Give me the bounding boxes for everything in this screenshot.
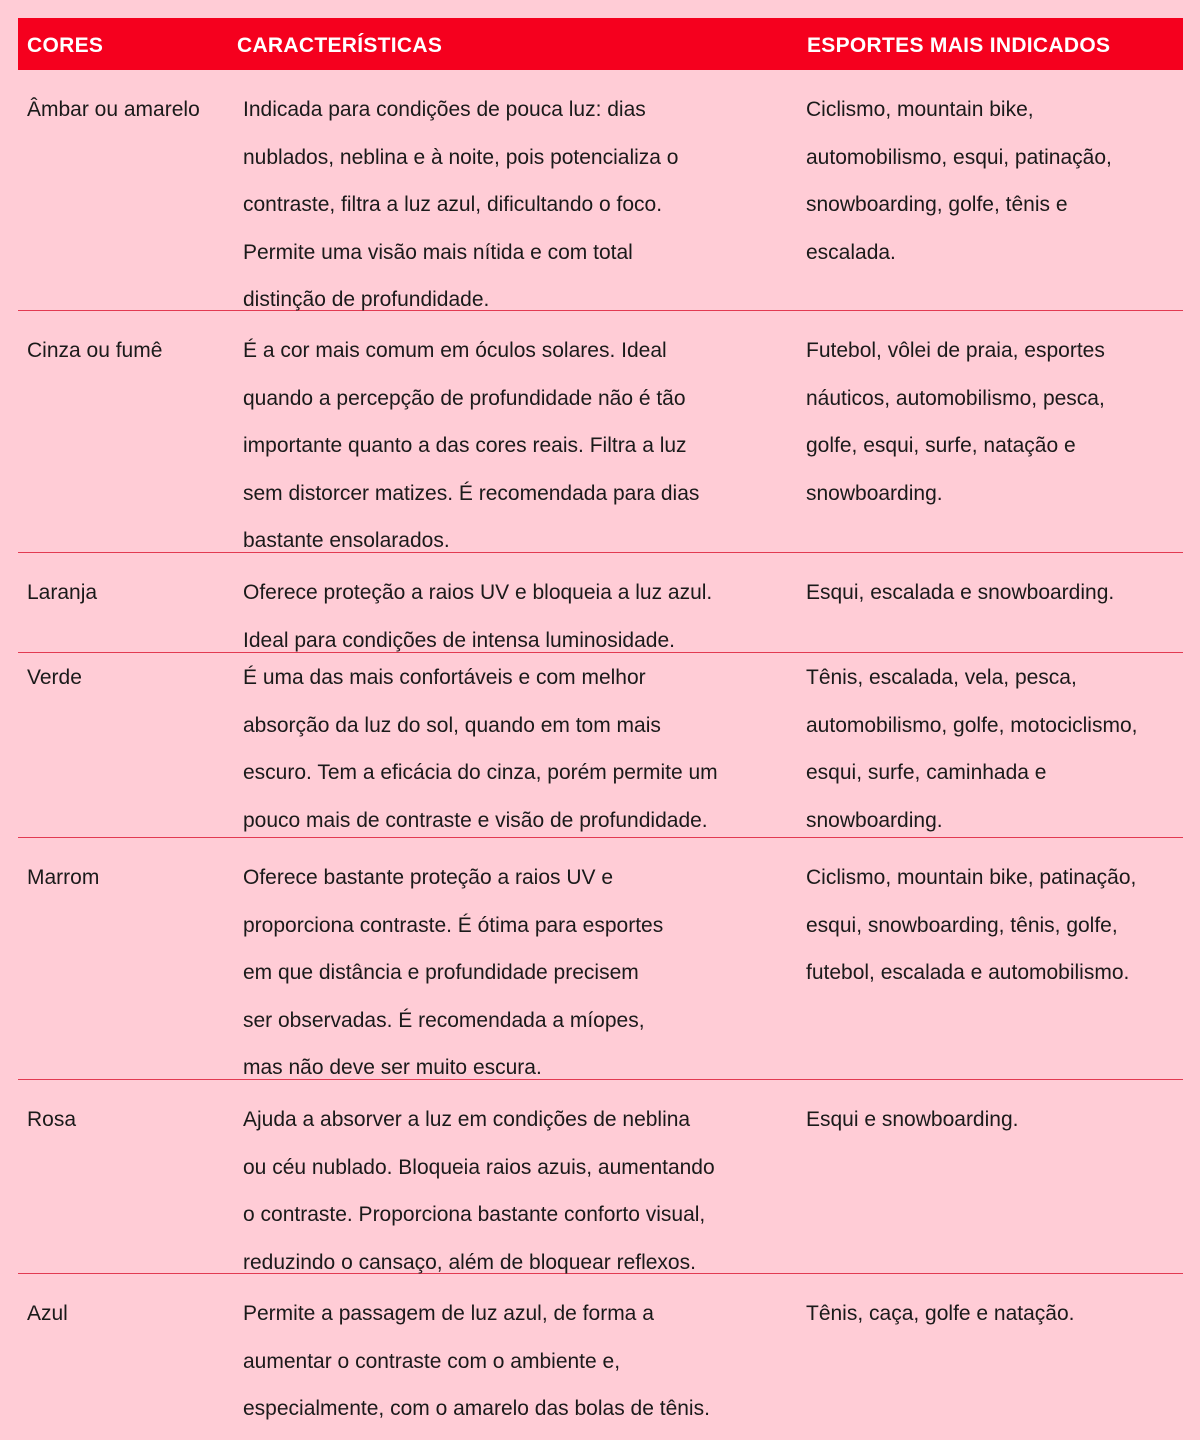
text-line: Tênis, caça, golfe e natação. [806, 1302, 1075, 1325]
table-row [18, 1274, 1183, 1434]
text-line: ser observadas. É recomendada a míopes, [243, 1008, 645, 1032]
caracteristicas-cell [243, 1096, 715, 1286]
table-row [18, 838, 1183, 1080]
text-line: Esqui e snowboarding. [806, 1108, 1019, 1131]
esportes-cell [806, 569, 1114, 617]
caracteristicas-cell [243, 854, 663, 1092]
header-cores: CORES [27, 34, 104, 57]
cor-cell: Cinza ou fumê [27, 339, 163, 362]
text-line: Esqui, escalada e snowboarding. [806, 581, 1115, 604]
text-line: Oferece bastante proteção a raios UV e [243, 866, 614, 889]
caracteristicas-cell [243, 86, 678, 324]
cor-cell: Azul [27, 1302, 68, 1325]
text-line: aumentar o contraste com o ambiente e, [243, 1349, 621, 1373]
header-esportes: ESPORTES MAIS INDICADOS [807, 34, 1111, 57]
cor-cell: Verde [27, 666, 82, 689]
text-line: snowboarding, golfe, tênis e [806, 193, 1068, 216]
text-line: esqui, surfe, caminhada e [806, 761, 1047, 784]
text-line: náuticos, automobilismo, pesca, [806, 386, 1105, 410]
lens-color-table [18, 18, 1183, 1434]
esportes-cell [806, 1096, 1018, 1144]
caracteristicas-cell [243, 569, 712, 664]
text-line: em que distância e profundidade precisem [243, 961, 639, 984]
text-line: importante quanto a das cores reais. Filtra a luz [243, 434, 687, 457]
text-line: automobilismo, esqui, patinação, [806, 145, 1112, 169]
text-line: Ideal para condições de intensa luminosidade. [243, 628, 675, 652]
text-line: Tênis, escalada, vela, pesca, [806, 666, 1077, 689]
text-line: esqui, snowboarding, tênis, golfe, [806, 913, 1118, 937]
text-line: snowboarding. [806, 808, 943, 832]
text-line: escalada. [806, 240, 896, 264]
text-line: futebol, escalada e automobilismo. [806, 961, 1130, 984]
table-row [18, 653, 1183, 838]
caracteristicas-cell [243, 654, 718, 844]
text-line: contraste, filtra a luz azul, dificultando o foco. [243, 193, 663, 216]
text-line: proporciona contraste. É ótima para esportes [243, 913, 664, 937]
text-line: bastante ensolarados. [243, 529, 450, 552]
text-line: pouco mais de contraste e visão de profundidade. [243, 808, 708, 832]
text-line: Permite uma visão mais nítida e com total [243, 240, 633, 264]
text-line: o contraste. Proporciona bastante conforto visual, [243, 1203, 706, 1226]
text-line: mas não deve ser muito escura. [243, 1056, 542, 1079]
text-line: Indicada para condições de pouca luz: dias [243, 98, 646, 121]
text-line: absorção da luz do sol, quando em tom mais [243, 713, 661, 737]
text-line: Ciclismo, mountain bike, [806, 98, 1034, 121]
esportes-cell [806, 86, 1112, 276]
text-line: automobilismo, golfe, motociclismo, [806, 713, 1138, 737]
esportes-cell [806, 327, 1105, 517]
caracteristicas-cell [243, 1290, 710, 1433]
esportes-cell [806, 654, 1137, 844]
text-line: snowboarding. [806, 481, 943, 505]
text-line: escuro. Tem a eficácia do cinza, porém permite um [243, 761, 718, 784]
text-line: É a cor mais comum em óculos solares. Ideal [243, 339, 667, 362]
esportes-cell [806, 854, 1136, 997]
cor-cell: Âmbar ou amarelo [27, 98, 200, 121]
esportes-cell [806, 1290, 1075, 1338]
cor-cell: Laranja [27, 581, 98, 604]
text-line: golfe, esqui, surfe, natação e [806, 434, 1076, 457]
table-row [18, 1080, 1183, 1274]
table-row [18, 553, 1183, 653]
text-line: reduzindo o cansaço, além de bloquear reflexos. [243, 1250, 696, 1274]
header-caracteristicas: CARACTERÍSTICAS [237, 34, 443, 57]
caracteristicas-cell [243, 327, 699, 565]
table-header [18, 18, 1183, 70]
cor-cell: Rosa [27, 1108, 77, 1131]
text-line: especialmente, com o amarelo das bolas de tênis. [243, 1397, 710, 1420]
text-line: Oferece proteção a raios UV e bloqueia a luz azul. [243, 581, 713, 604]
text-line: Permite a passagem de luz azul, de forma a [243, 1302, 654, 1325]
text-line: Futebol, vôlei de praia, esportes [806, 339, 1105, 362]
cor-cell: Marrom [27, 866, 100, 889]
table-row [18, 311, 1183, 553]
text-line: ou céu nublado. Bloqueia raios azuis, aumentando [243, 1155, 715, 1179]
text-line: quando a percepção de profundidade não é tão [243, 386, 686, 410]
text-line: É uma das mais confortáveis e com melhor [243, 666, 646, 689]
table-row [18, 70, 1183, 311]
text-line: Ciclismo, mountain bike, patinação, [806, 866, 1137, 889]
text-line: sem distorcer matizes. É recomendada para dias [243, 481, 700, 505]
text-line: Ajuda a absorver a luz em condições de neblina [243, 1108, 691, 1131]
text-line: distinção de profundidade. [243, 288, 490, 311]
text-line: nublados, neblina e à noite, pois potencializa o [243, 145, 679, 169]
